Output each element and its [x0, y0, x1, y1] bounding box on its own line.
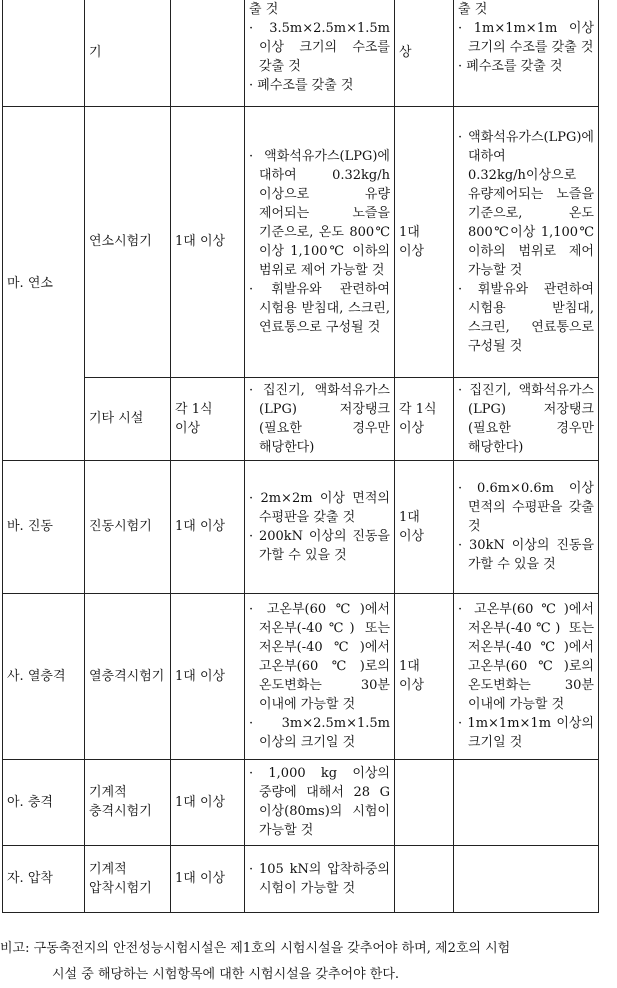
requirement-text: · 1m×1m×1m 이상의 크기일 것	[458, 716, 594, 750]
category-cell: 자. 압착	[3, 845, 85, 912]
item-cell: 기	[85, 0, 171, 106]
requirement-cell	[454, 0, 599, 106]
table-row	[3, 460, 599, 593]
quantity-cell	[395, 845, 454, 912]
item-cell: 기타 시설	[85, 377, 171, 460]
remark-line: 시설 중 해당하는 시험항목에 대한 시험시설을 갖추어야 한다.	[52, 967, 400, 982]
requirement-text: · 폐수조를 갖출 것	[249, 78, 354, 93]
requirement-text: · 3m×2.5m×1.5m 이상의 크기일 것	[249, 716, 390, 750]
quantity-cell: 1대 이상	[171, 759, 245, 845]
spec-table	[2, 0, 599, 913]
requirement-text: · 1,000 kg 이상의 중량에 대해서 28 G 이상(80ms)의 시험이 가능할 것	[249, 766, 390, 838]
requirement-text: · 휘발유와 관련하여 시험용 받침대, 스크린, 연료통으로 구성될 것	[458, 281, 594, 354]
quantity-cell	[395, 759, 454, 845]
table-row	[3, 106, 599, 377]
requirement-cell	[245, 106, 395, 377]
item-cell: 진동시험기	[85, 460, 171, 593]
requirement-text: · 3.5m×2.5m×1.5m 이상 크기의 수조를 갖출 것	[249, 21, 390, 74]
requirement-text: · 집진기, 액화석유가스(LPG) 저장탱크(필요한 경우만 해당한다)	[458, 382, 594, 455]
table-row	[3, 845, 599, 912]
requirement-cell	[245, 593, 395, 759]
requirement-cell	[454, 759, 599, 845]
requirement-text: 출 것	[458, 2, 488, 17]
category-cell	[3, 0, 85, 106]
requirement-cell	[245, 0, 395, 106]
table-row	[3, 377, 599, 460]
requirement-text: · 30kN 이상의 진동을 가할 수 있을 것	[458, 538, 594, 572]
requirement-text: · 집진기, 액화석유가스(LPG) 저장탱크(필요한 경우만 해당한다)	[249, 382, 390, 455]
requirement-cell	[454, 593, 599, 759]
requirement-text: · 고온부(60℃)에서 저온부(-40℃) 또는 저온부(-40℃)에서 고온부(60℃)로의 온도변화는 30분 이내에 가능할 것	[249, 602, 390, 712]
category-cell: 마. 연소	[3, 106, 85, 460]
table-row	[3, 759, 599, 845]
requirement-text: · 액화석유가스(LPG)에 대하여 0.32kg/h이상으로 유량제어되는 노즐을 기준으로, 온도 800℃이상 1,100℃ 이하의 범위로 제어 가능할 것	[458, 129, 594, 278]
requirement-text: · 200kN 이상의 진동을 가할 수 있을 것	[249, 528, 390, 563]
quantity-cell: 1대 이상	[171, 106, 245, 377]
requirement-text: · 105 kN의 압착하중의 시험이 가능할 것	[249, 861, 390, 896]
quantity-cell: 상	[395, 0, 454, 106]
requirement-text: · 0.6m×0.6m 이상 면적의 수평판을 갖출 것	[458, 481, 594, 534]
requirement-cell	[454, 106, 599, 377]
requirement-text: · 1m×1m×1m 이상 크기의 수조를 갖출 것	[458, 21, 594, 55]
quantity-cell: 각 1식 이상	[395, 377, 454, 460]
remark-line: 비고: 구동축전지의 안전성능시험시설은 제1호의 시험시설을 갖추어야 하며, 제2호의 시험	[0, 941, 511, 956]
quantity-cell	[171, 0, 245, 106]
requirement-text: · 고온부(60℃)에서 저온부(-40℃) 또는 저온부(-40℃)에서 고온부(60℃)로의 온도변화는 30분 이내에 가능할 것	[458, 602, 594, 712]
item-cell: 연소시험기	[85, 106, 171, 377]
quantity-cell: 각 1식 이상	[171, 377, 245, 460]
item-cell: 기계적 충격시험기	[85, 759, 171, 845]
requirement-cell	[454, 460, 599, 593]
category-cell: 바. 진동	[3, 460, 85, 593]
requirement-text: · 2m×2m 이상 면적의 수평판을 갖출 것	[249, 490, 390, 525]
requirement-cell	[454, 845, 599, 912]
quantity-cell: 1대 이상	[171, 593, 245, 759]
quantity-cell: 1대 이상	[171, 460, 245, 593]
requirement-text: 출 것	[249, 2, 279, 17]
requirement-text: · 액화석유가스(LPG)에 대하여 0.32kg/h 이상으로 유량 제어되는 노즐을 기준으로, 온도 800℃이상 1,100℃ 이하의 범위로 제어 가능할 것	[249, 148, 390, 278]
quantity-cell: 1대 이상	[395, 460, 454, 593]
item-cell: 기계적 압착시험기	[85, 845, 171, 912]
requirement-text: · 폐수조를 갖출 것	[458, 59, 563, 74]
requirement-cell	[245, 759, 395, 845]
requirement-cell	[245, 460, 395, 593]
requirement-cell	[454, 377, 599, 460]
category-cell: 사. 열충격	[3, 593, 85, 759]
quantity-cell: 1대 이상	[171, 845, 245, 912]
quantity-cell: 1대 이상	[395, 593, 454, 759]
item-cell: 열충격시험기	[85, 593, 171, 759]
quantity-cell: 1대 이상	[395, 106, 454, 377]
requirement-text: · 휘발유와 관련하여 시험용 받침대, 스크린, 연료통으로 구성될 것	[249, 281, 390, 335]
table-row	[3, 0, 599, 106]
table-row	[3, 593, 599, 759]
requirement-cell	[245, 377, 395, 460]
requirement-cell	[245, 845, 395, 912]
category-cell: 아. 충격	[3, 759, 85, 845]
remark-note	[0, 936, 617, 988]
